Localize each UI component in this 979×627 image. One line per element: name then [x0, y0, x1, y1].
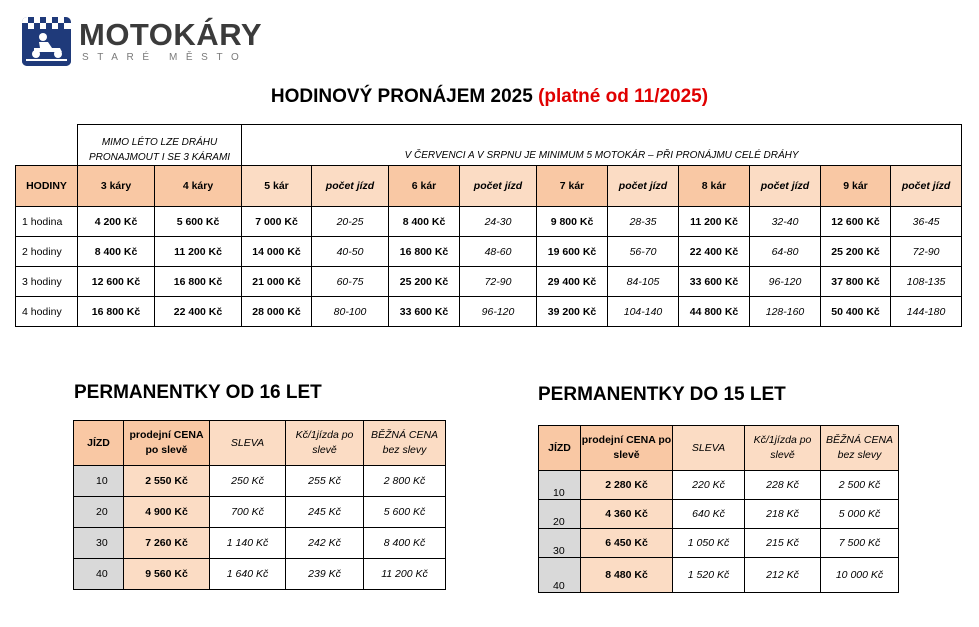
header-hodiny: HODINY: [16, 166, 78, 207]
price-cell: 4 200 Kč: [78, 207, 155, 237]
header-sale-price: prodejní CENA po slevě: [124, 421, 210, 466]
header-3-kary: 3 káry: [78, 166, 155, 207]
header-7-kar: 7 kár: [537, 166, 608, 207]
header-discount: SLEVA: [673, 426, 745, 471]
rides-count: 30: [74, 528, 124, 559]
price-cell: 28 000 Kč: [242, 297, 312, 327]
rides-cell: 32-40: [750, 207, 821, 237]
rides-count: 10: [74, 466, 124, 497]
perm16-table: [73, 420, 446, 590]
rides-cell: 108-135: [891, 267, 962, 297]
price-per-ride: 245 Kč: [286, 497, 364, 528]
regular-price: 5 000 Kč: [821, 500, 899, 529]
perm16-header-row: [74, 421, 446, 466]
price-cell: 8 400 Kč: [78, 237, 155, 267]
price-cell: 22 400 Kč: [155, 297, 242, 327]
table-header-row: [16, 166, 962, 207]
price-cell: 8 400 Kč: [389, 207, 460, 237]
price-cell: 16 800 Kč: [155, 267, 242, 297]
price-per-ride: 255 Kč: [286, 466, 364, 497]
regular-price: 8 400 Kč: [364, 528, 446, 559]
header-6-kar: 6 kár: [389, 166, 460, 207]
rides-cell: 40-50: [312, 237, 389, 267]
sale-price: 4 900 Kč: [124, 497, 210, 528]
price-cell: 5 600 Kč: [155, 207, 242, 237]
sale-price: 4 360 Kč: [581, 500, 673, 529]
rides-count: 40: [539, 558, 581, 593]
rides-cell: 72-90: [460, 267, 537, 297]
perm15-title: PERMANENTKY DO 15 LET: [538, 384, 786, 405]
table-row: [539, 558, 899, 593]
rides-cell: 84-105: [608, 267, 679, 297]
price-cell: 22 400 Kč: [679, 237, 750, 267]
header-pocet-jizd: počet jízd: [750, 166, 821, 207]
note-summer-minimum: V ČERVENCI A V SRPNU JE MINIMUM 5 MOTOKÁR – PŘI PRONÁJMU CELÉ DRÁHY: [242, 125, 962, 166]
perm15-header-row: [539, 426, 899, 471]
table-row: [74, 497, 446, 528]
regular-price: 2 500 Kč: [821, 471, 899, 500]
rides-cell: 36-45: [891, 207, 962, 237]
price-cell: 25 200 Kč: [821, 237, 891, 267]
price-cell: 33 600 Kč: [679, 267, 750, 297]
row-label: 1 hodina: [16, 207, 78, 237]
header-price-per-ride: Kč/1jízda po slevě: [745, 426, 821, 471]
sale-price: 2 280 Kč: [581, 471, 673, 500]
price-cell: 21 000 Kč: [242, 267, 312, 297]
sale-price: 9 560 Kč: [124, 559, 210, 590]
header-pocet-jizd: počet jízd: [460, 166, 537, 207]
price-cell: 16 800 Kč: [78, 297, 155, 327]
header-pocet-jizd: počet jízd: [608, 166, 679, 207]
rides-count: 10: [539, 471, 581, 500]
price-cell: 9 800 Kč: [537, 207, 608, 237]
discount: 220 Kč: [673, 471, 745, 500]
rides-cell: 72-90: [891, 237, 962, 267]
header-jizd: JÍZD: [74, 421, 124, 466]
logo: [22, 15, 262, 69]
discount: 250 Kč: [210, 466, 286, 497]
price-per-ride: 228 Kč: [745, 471, 821, 500]
table-row: [16, 207, 962, 237]
header-8-kar: 8 kár: [679, 166, 750, 207]
header-pocet-jizd: počet jízd: [312, 166, 389, 207]
price-per-ride: 212 Kč: [745, 558, 821, 593]
rides-cell: 80-100: [312, 297, 389, 327]
table-row: [539, 529, 899, 558]
discount: 1 640 Kč: [210, 559, 286, 590]
kart-logo-icon: [22, 17, 71, 66]
header-sale-price: prodejní CENA po slevě: [581, 426, 673, 471]
page-title: [0, 86, 979, 108]
rides-cell: 24-30: [460, 207, 537, 237]
sale-price: 6 450 Kč: [581, 529, 673, 558]
price-cell: 14 000 Kč: [242, 237, 312, 267]
sale-price: 8 480 Kč: [581, 558, 673, 593]
table-note-row: [16, 125, 962, 166]
price-cell: 11 200 Kč: [679, 207, 750, 237]
empty-cell: [16, 125, 78, 166]
perm16-title: PERMANENTKY OD 16 LET: [74, 382, 322, 403]
discount: 1 050 Kč: [673, 529, 745, 558]
rides-cell: 144-180: [891, 297, 962, 327]
regular-price: 11 200 Kč: [364, 559, 446, 590]
rides-cell: 56-70: [608, 237, 679, 267]
price-per-ride: 239 Kč: [286, 559, 364, 590]
row-label: 4 hodiny: [16, 297, 78, 327]
header-4-kary: 4 káry: [155, 166, 242, 207]
hourly-rental-table: [15, 124, 962, 327]
header-regular-price: BĚŽNÁ CENA bez slevy: [821, 426, 899, 471]
price-cell: 12 600 Kč: [78, 267, 155, 297]
row-label: 3 hodiny: [16, 267, 78, 297]
table-row: [16, 297, 962, 327]
price-cell: 11 200 Kč: [155, 237, 242, 267]
note-off-season: MIMO LÉTO LZE DRÁHU PRONAJMOUT I SE 3 KÁRAMI: [78, 125, 242, 166]
price-per-ride: 242 Kč: [286, 528, 364, 559]
table-row: [16, 237, 962, 267]
price-cell: 19 600 Kč: [537, 237, 608, 267]
price-per-ride: 215 Kč: [745, 529, 821, 558]
regular-price: 10 000 Kč: [821, 558, 899, 593]
rides-cell: 96-120: [460, 297, 537, 327]
price-per-ride: 218 Kč: [745, 500, 821, 529]
header-discount: SLEVA: [210, 421, 286, 466]
price-cell: 29 400 Kč: [537, 267, 608, 297]
regular-price: 2 800 Kč: [364, 466, 446, 497]
rides-cell: 96-120: [750, 267, 821, 297]
page-title-main: HODINOVÝ PRONÁJEM 2025: [270, 86, 533, 107]
rides-cell: 28-35: [608, 207, 679, 237]
rides-count: 40: [74, 559, 124, 590]
price-cell: 16 800 Kč: [389, 237, 460, 267]
price-cell: 50 400 Kč: [821, 297, 891, 327]
regular-price: 7 500 Kč: [821, 529, 899, 558]
header-5-kar: 5 kár: [242, 166, 312, 207]
perm15-table: [538, 425, 899, 593]
discount: 640 Kč: [673, 500, 745, 529]
logo-subtitle: STARÉ MĚSTO: [82, 52, 248, 63]
sale-price: 7 260 Kč: [124, 528, 210, 559]
table-row: [74, 466, 446, 497]
price-cell: 7 000 Kč: [242, 207, 312, 237]
rides-cell: 64-80: [750, 237, 821, 267]
rides-cell: 104-140: [608, 297, 679, 327]
rides-cell: 48-60: [460, 237, 537, 267]
rides-count: 20: [74, 497, 124, 528]
price-cell: 12 600 Kč: [821, 207, 891, 237]
sale-price: 2 550 Kč: [124, 466, 210, 497]
header-price-per-ride: Kč/1jízda po slevě: [286, 421, 364, 466]
header-9-kar: 9 kár: [821, 166, 891, 207]
table-row: [539, 500, 899, 529]
rides-cell: 128-160: [750, 297, 821, 327]
header-regular-price: BĚŽNÁ CENA bez slevy: [364, 421, 446, 466]
discount: 1 140 Kč: [210, 528, 286, 559]
rides-cell: 20-25: [312, 207, 389, 237]
price-cell: 39 200 Kč: [537, 297, 608, 327]
table-row: [539, 471, 899, 500]
row-label: 2 hodiny: [16, 237, 78, 267]
rides-count: 30: [539, 529, 581, 558]
rides-count: 20: [539, 500, 581, 529]
page-title-validity: (platné od 11/2025): [538, 86, 709, 107]
table-row: [74, 528, 446, 559]
rides-cell: 60-75: [312, 267, 389, 297]
price-cell: 33 600 Kč: [389, 297, 460, 327]
discount: 1 520 Kč: [673, 558, 745, 593]
logo-title: MOTOKÁRY: [79, 17, 263, 52]
regular-price: 5 600 Kč: [364, 497, 446, 528]
table-row: [16, 267, 962, 297]
price-cell: 25 200 Kč: [389, 267, 460, 297]
price-cell: 44 800 Kč: [679, 297, 750, 327]
discount: 700 Kč: [210, 497, 286, 528]
header-pocet-jizd: počet jízd: [891, 166, 962, 207]
price-cell: 37 800 Kč: [821, 267, 891, 297]
table-row: [74, 559, 446, 590]
header-jizd: JÍZD: [539, 426, 581, 471]
